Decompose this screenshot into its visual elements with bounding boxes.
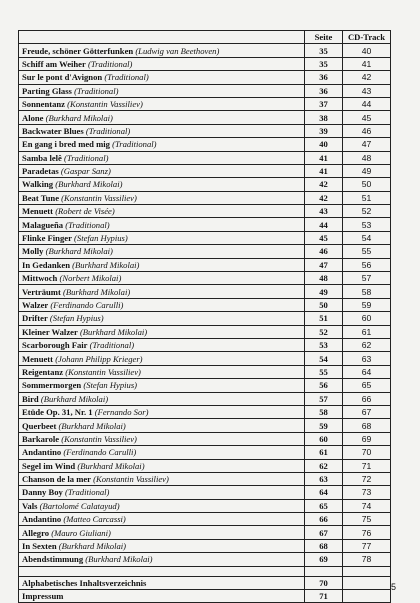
piece-title: Schiff am Weiher [22,58,86,69]
track-cell: 78 [343,553,391,566]
table-row [19,111,391,124]
table-row [19,405,391,418]
piece-title: Etüde Op. 31, Nr. 1 [22,407,93,418]
composer-name: (Burkhard Mikolai) [40,393,109,404]
title-cell [19,71,305,84]
table-row [19,218,391,231]
track-cell [343,590,391,603]
title-cell [19,298,305,311]
track-cell: 57 [343,272,391,285]
title-cell [19,151,305,164]
empty-cell [19,566,305,576]
track-cell: 68 [343,419,391,432]
title-cell [19,325,305,338]
title-cell [19,352,305,365]
title-cell [19,124,305,137]
piece-title: Samba lelê [22,152,62,163]
track-cell: 71 [343,459,391,472]
title-cell [19,365,305,378]
composer-name: (Konstantin Vassiliev) [93,474,169,485]
page-cell: 67 [305,526,343,539]
page-cell: 42 [305,191,343,204]
title-cell [19,499,305,512]
piece-title: Danny Boy [22,487,63,498]
piece-title: Vals [22,500,38,511]
page-cell: 46 [305,245,343,258]
title-cell [19,472,305,485]
page-cell: 48 [305,272,343,285]
table-row [19,205,391,218]
composer-name: (Konstantin Vassiliev) [61,192,137,203]
composer-name: (Ferdinando Carulli) [50,300,124,310]
title-cell [19,218,305,231]
appendix-title: Alphabetisches Inhaltsverzeichnis [22,577,147,588]
composer-name: (Konstantin Vassiliev) [61,433,137,444]
table-row [19,459,391,472]
table-row [19,97,391,110]
piece-title: In Gedanken [22,259,70,270]
piece-title: Andantino [22,514,62,525]
page-cell: 49 [305,285,343,298]
table-row [19,553,391,566]
table-row [19,499,391,512]
title-cell [19,97,305,110]
table-row [19,539,391,552]
page-cell: 45 [305,231,343,244]
composer-name: (Stefan Hypius) [49,313,104,324]
composer-name: (Bartolomé Calatayud) [39,500,120,511]
table-row [19,419,391,432]
table-row [19,71,391,84]
header-page-cell: Seite [305,31,343,44]
empty-cell [343,566,391,576]
appendix-row [19,576,391,589]
piece-title: Verträumt [22,286,61,297]
title-cell [19,513,305,526]
piece-title: Alone [22,112,44,123]
table-row [19,312,391,325]
track-cell: 65 [343,379,391,392]
piece-title: Backwater Blues [22,125,84,136]
table-row [19,44,391,57]
piece-title: Scarborough Fair [22,340,88,351]
track-cell: 63 [343,352,391,365]
table-row [19,272,391,285]
composer-name: (Burkhard Mikolai) [62,286,131,297]
table-row [19,57,391,70]
composer-name: (Gaspar Sanz) [60,166,111,177]
title-cell [19,231,305,244]
table-row [19,245,391,258]
composer-name: (Konstantin Vassiliev) [65,366,141,377]
track-cell [343,576,391,589]
table-row [19,124,391,137]
piece-title: Sonnentanz [22,99,65,110]
composer-name: (Burkhard Mikolai) [72,259,140,270]
page-cell: 42 [305,178,343,191]
track-cell: 45 [343,111,391,124]
page-cell: 36 [305,84,343,97]
contents-table [18,30,391,603]
title-cell [19,338,305,351]
title-cell [19,379,305,392]
track-cell: 59 [343,298,391,311]
composer-name: (Burkhard Mikolai) [77,460,145,471]
table-row [19,486,391,499]
title-cell [19,486,305,499]
table-row [19,231,391,244]
title-cell [19,285,305,298]
table-row [19,379,391,392]
title-cell [19,526,305,539]
title-cell [19,205,305,218]
track-cell: 60 [343,312,391,325]
track-cell: 47 [343,138,391,151]
page-cell: 39 [305,124,343,137]
piece-title: Freude, schöner Götterfunken [22,45,134,56]
table-row [19,338,391,351]
page-cell: 63 [305,472,343,485]
title-cell [19,164,305,177]
table-row [19,472,391,485]
title-cell [19,405,305,418]
title-cell [19,178,305,191]
track-cell: 54 [343,231,391,244]
piece-title: Chanson de la mer [22,474,91,485]
track-cell: 44 [343,97,391,110]
composer-name: (Traditional) [74,85,119,96]
table-row [19,138,391,151]
page-cell: 70 [305,576,343,589]
page-cell: 71 [305,590,343,603]
table-row [19,298,391,311]
title-cell [19,312,305,325]
title-cell [19,539,305,552]
composer-name: (Stefan Hypius) [83,380,138,391]
page-cell: 52 [305,325,343,338]
table-header-row [19,31,391,44]
piece-title: Barkarole [22,433,60,444]
table-row [19,178,391,191]
table-row [19,191,391,204]
page-cell: 41 [305,164,343,177]
track-cell: 74 [343,499,391,512]
piece-title: En gang i bred med mig [22,139,110,150]
header-cd-cell: CD-Track [343,31,391,44]
piece-title: Sommermorgen [22,380,82,391]
table-row [19,526,391,539]
piece-title: Mittwoch [22,273,58,284]
composer-name: (Ferdinando Carulli) [63,447,137,458]
composer-name: (Traditional) [65,219,110,230]
composer-name: (Burkhard Mikolai) [58,420,126,431]
track-cell: 49 [343,164,391,177]
composer-name: (Traditional) [65,487,110,498]
composer-name: (Traditional) [104,72,149,83]
track-cell: 73 [343,486,391,499]
composer-name: (Traditional) [112,139,157,150]
table-row [19,352,391,365]
piece-title: Querbeet [22,420,57,431]
track-cell: 70 [343,446,391,459]
track-cell: 51 [343,191,391,204]
table-row [19,285,391,298]
title-cell [19,44,305,57]
composer-name: (Johann Philipp Krieger) [55,353,143,364]
piece-title: Molly [22,246,44,257]
track-cell: 55 [343,245,391,258]
page-cell: 40 [305,138,343,151]
page-number: 5 [390,582,396,592]
page-cell: 43 [305,205,343,218]
track-cell: 53 [343,218,391,231]
piece-title: Malagueña [22,219,64,230]
page-cell: 61 [305,446,343,459]
composer-name: (Burkhard Mikolai) [85,554,153,565]
title-cell [19,446,305,459]
track-cell: 43 [343,84,391,97]
title-cell [19,245,305,258]
composer-name: (Burkhard Mikolai) [45,112,113,123]
track-cell: 41 [343,57,391,70]
appendix-title: Impressum [22,591,64,602]
title-cell [19,258,305,271]
track-cell: 77 [343,539,391,552]
title-cell [19,191,305,204]
track-cell: 75 [343,513,391,526]
title-cell [19,419,305,432]
track-cell: 48 [343,151,391,164]
track-cell: 76 [343,526,391,539]
piece-title: Walzer [22,300,49,310]
piece-title: Beat Tune [22,192,60,203]
title-cell [19,138,305,151]
composer-name: (Burkhard Mikolai) [58,541,127,552]
page-cell: 53 [305,338,343,351]
piece-title: Drifter [22,313,48,324]
page-cell: 41 [305,151,343,164]
page-cell: 60 [305,432,343,445]
contents-body [19,44,391,603]
separator-row [19,566,391,576]
page-cell: 50 [305,298,343,311]
page-cell: 47 [305,258,343,271]
table-row [19,446,391,459]
table-row [19,513,391,526]
piece-title: Paradetas [22,166,59,177]
track-cell: 66 [343,392,391,405]
composer-name: (Burkhard Mikolai) [45,246,113,257]
composer-name: (Traditional) [85,125,131,136]
piece-title: Abendstimmung [22,554,84,565]
page-cell: 69 [305,553,343,566]
title-cell [19,272,305,285]
table-row [19,84,391,97]
composer-name: (Matteo Carcassi) [63,514,126,525]
title-cell [19,57,305,70]
track-cell: 67 [343,405,391,418]
header-title-cell [19,31,305,44]
track-cell: 40 [343,44,391,57]
empty-cell [305,566,343,576]
table-row [19,432,391,445]
piece-title: Sur le pont d'Avignon [22,72,103,83]
composer-name: (Norbert Mikolai) [59,273,122,284]
piece-title: Parting Glass [22,85,72,96]
piece-title: Walking [22,179,54,190]
page-cell: 57 [305,392,343,405]
piece-title: In Sexten [22,541,57,552]
piece-title: Reigentanz [22,366,64,377]
track-cell: 69 [343,432,391,445]
table-row [19,164,391,177]
track-cell: 61 [343,325,391,338]
page-cell: 55 [305,365,343,378]
table-row [19,392,391,405]
appendix-title-cell [19,576,305,589]
appendix-title-cell [19,590,305,603]
composer-name: (Fernando Sor) [94,407,149,418]
composer-name: (Traditional) [64,152,109,163]
track-cell: 64 [343,365,391,378]
composer-name: (Burkhard Mikolai) [55,179,123,190]
track-cell: 62 [343,338,391,351]
page-cell: 62 [305,459,343,472]
composer-name: (Stefan Hypius) [74,233,128,244]
title-cell [19,111,305,124]
title-cell [19,459,305,472]
composer-name: (Konstantin Vassiliev) [67,99,143,110]
table-row [19,151,391,164]
page-cell: 35 [305,57,343,70]
composer-name: (Robert de Visée) [55,206,115,217]
table-row [19,365,391,378]
page-cell: 35 [305,44,343,57]
track-cell: 52 [343,205,391,218]
page-cell: 65 [305,499,343,512]
page-cell: 44 [305,218,343,231]
piece-title: Allegro [22,527,50,538]
piece-title: Menuett [22,206,54,217]
piece-title: Andantino [22,447,62,458]
page-cell: 51 [305,312,343,325]
piece-title: Flinke Finger [22,233,72,244]
page-cell: 58 [305,405,343,418]
track-cell: 46 [343,124,391,137]
track-cell: 50 [343,178,391,191]
page-cell: 68 [305,539,343,552]
piece-title: Bird [22,393,39,404]
track-cell: 58 [343,285,391,298]
page-cell: 38 [305,111,343,124]
page-cell: 36 [305,71,343,84]
composer-name: (Traditional) [89,340,135,351]
composer-name: (Ludwig van Beethoven) [135,45,220,56]
track-cell: 42 [343,71,391,84]
piece-title: Menuett [22,353,54,364]
piece-title: Kleiner Walzer [22,326,78,337]
table-row [19,258,391,271]
page-cell: 66 [305,513,343,526]
page-cell: 59 [305,419,343,432]
composer-name: (Burkhard Mikolai) [79,326,148,337]
page-cell: 64 [305,486,343,499]
piece-title: Segel im Wind [22,460,76,471]
page-cell: 37 [305,97,343,110]
appendix-row [19,590,391,603]
track-cell: 72 [343,472,391,485]
title-cell [19,553,305,566]
page-cell: 54 [305,352,343,365]
page-cell: 56 [305,379,343,392]
title-cell [19,84,305,97]
table-row [19,325,391,338]
track-cell: 56 [343,258,391,271]
title-cell [19,392,305,405]
title-cell [19,432,305,445]
composer-name: (Mauro Giuliani) [51,527,111,538]
composer-name: (Traditional) [87,58,133,69]
